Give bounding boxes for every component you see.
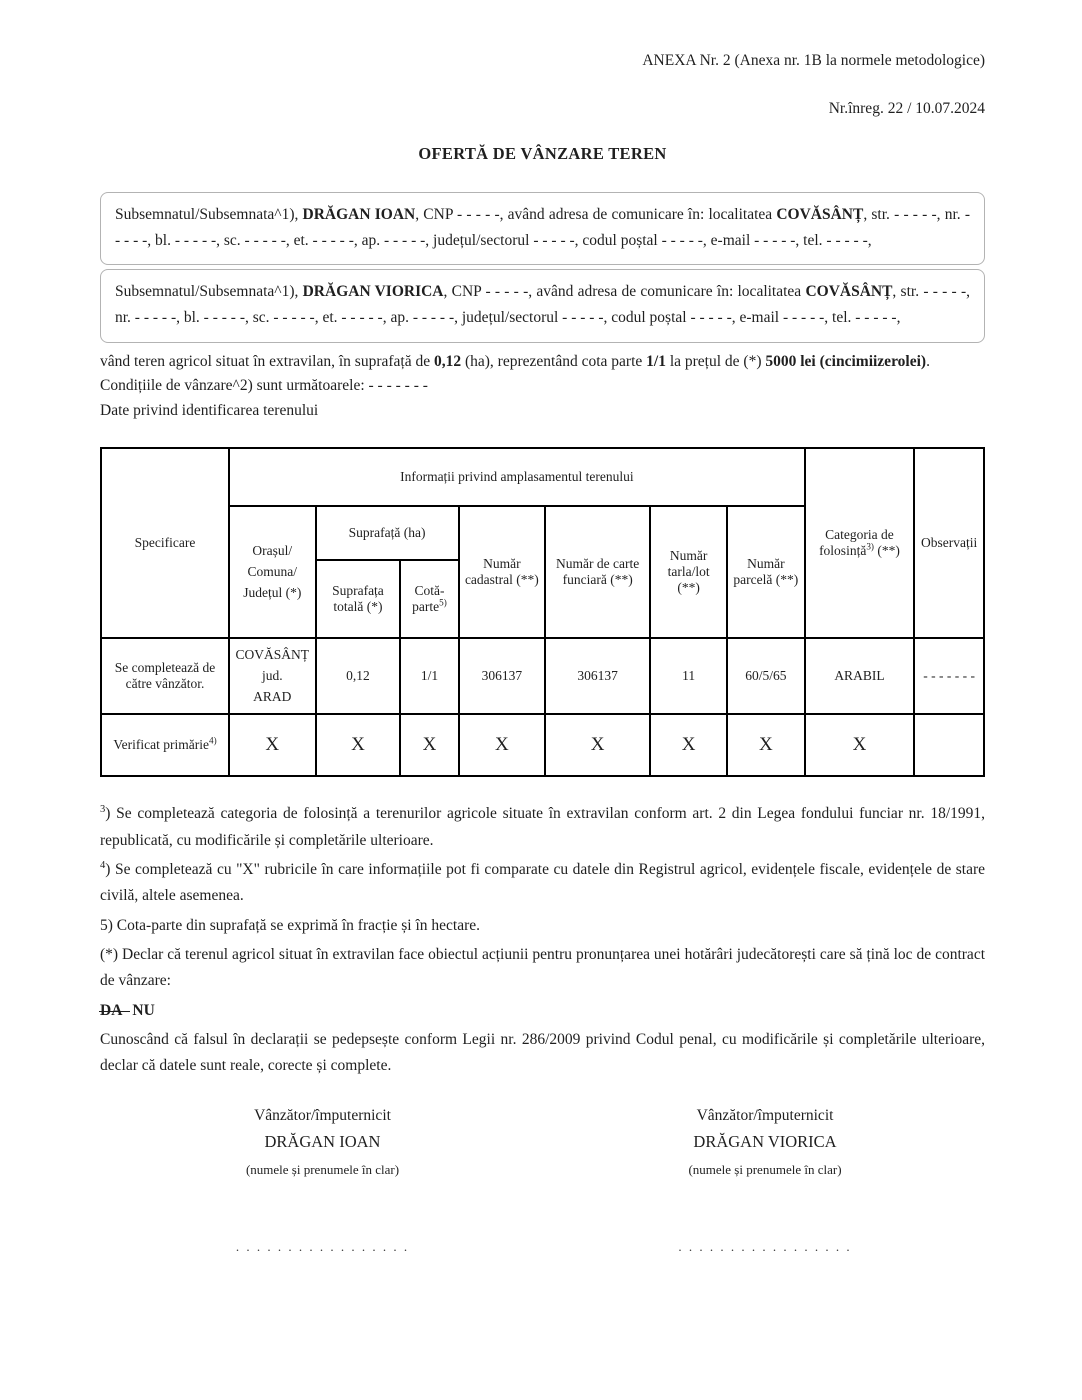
th-orasul-line1: Orașul/	[252, 542, 293, 558]
footnote-4-sup: 4	[100, 859, 106, 871]
seller2-cnp-text: , CNP - - - - -, având adresa de comunicare în: localitatea	[443, 283, 806, 301]
signature-left-name: DRĂGAN IOAN	[264, 1132, 381, 1152]
footnote-4	[100, 857, 985, 910]
annex-reference: ANEXA Nr. 2 (Anexa nr. 1B la normele metodologice)	[642, 52, 985, 69]
td-verificat-sup: 4)	[208, 735, 217, 746]
sale-paragraph	[100, 350, 985, 374]
conditions-line: Condițiile de vânzare^2) sunt următoarele: - - - - - - -	[100, 377, 428, 395]
footnotes-section	[100, 801, 985, 1079]
seller2-intro: Subsemnatul/Subsemnata^1),	[115, 283, 303, 301]
signature-right	[620, 1108, 910, 1253]
footnote-3-text: ) Se completează categoria de folosință a terenurilor agricole situate în extravilan conform art. 2 din Legea fondului funciar nr. 18/1991, republicată, cu modificările și completările ulterioare.	[100, 805, 985, 849]
sale-text-5: .	[926, 352, 930, 370]
signature-right-role: Vânzător/împuternicit	[696, 1106, 834, 1124]
td-check-8: X	[805, 714, 914, 776]
penal-declaration: Cunoscând că falsul în declarații se pedepsește conform Legii nr. 286/2009 privind Codul penal, cu modificările și completările ulterioare, declar că datele sunt reale, corecte și complete.	[100, 1031, 985, 1075]
sale-area-value: 0,12	[433, 352, 462, 370]
td-city-line1: COVĂSÂNȚ	[235, 646, 310, 662]
td-check-2: X	[316, 714, 401, 776]
sale-text-1: vând teren agricol situat în extravilan, în suprafață de	[100, 352, 434, 370]
da-nu-choice	[100, 998, 985, 1024]
signature-left-role: Vânzător/împuternicit	[254, 1106, 391, 1124]
td-nr-parcela: 60/5/65	[727, 638, 805, 714]
seller1-cnp-text: , CNP - - - - -, având adresa de comunicare în: localitatea	[415, 206, 777, 223]
th-info-banner: Informații privind amplasamentul terenului	[229, 448, 805, 506]
footnote-star: (*) Declar că terenul agricol situat în extravilan face obiectul acțiunii pentru pronunțarea unei hotărâri judecătorești care să țină loc de contract de vânzare:	[100, 946, 985, 990]
signature-right-line: . . . . . . . . . . . . . . . . .	[678, 1238, 852, 1254]
th-categoria	[805, 448, 914, 638]
seller2-name: DRĂGAN VIORICA	[302, 283, 444, 301]
th-orasul-line2: Comuna/	[247, 563, 298, 579]
td-check-7: X	[727, 714, 805, 776]
signatures-row	[100, 1108, 985, 1253]
th-specificare: Specificare	[101, 448, 229, 638]
td-verificat-label	[101, 714, 229, 776]
footnote-4-text: ) Se completează cu "X" rubricile în care informațiile pot fi comparate cu datele din Registrul agricol, evidențele fiscale, evidențele de stare civilă, altele asemenea.	[100, 861, 985, 905]
td-check-3: X	[400, 714, 458, 776]
th-orasul-line3: Județul (*)	[243, 584, 302, 600]
th-orasul	[229, 506, 316, 638]
th-categoria-post: (**)	[873, 543, 900, 559]
seller1-locality: COVĂSÂNȚ	[776, 206, 864, 223]
land-data-heading: Date privind identificarea terenului	[100, 401, 319, 419]
th-cota-parte-sup: 5)	[439, 597, 447, 608]
td-nr-carte: 306137	[545, 638, 650, 714]
th-categoria-sup: 3)	[866, 541, 874, 552]
seller1-box	[100, 192, 985, 265]
td-categoria: ARABIL	[805, 638, 914, 714]
td-nr-cadastral: 306137	[459, 638, 546, 714]
th-nr-tarla: Număr tarla/lot (**)	[650, 506, 727, 638]
sale-text-3: la prețul de (*)	[665, 352, 766, 370]
td-nr-tarla: 11	[650, 638, 727, 714]
th-cota-parte-text: Cotă-parte	[412, 583, 445, 615]
td-cota-parte: 1/1	[400, 638, 458, 714]
seller1-name: DRĂGAN IOAN	[302, 206, 416, 223]
td-observatii: - - - - - - -	[914, 638, 984, 714]
registration-number: Nr.înreg. 22 / 10.07.2024	[828, 100, 985, 117]
signature-left-note: (numele și prenumele în clar)	[245, 1161, 400, 1177]
td-seller-row-label: Se completează de către vânzător.	[101, 638, 229, 714]
td-check-5: X	[545, 714, 650, 776]
th-suprafata-totala: Suprafața totală (*)	[316, 560, 401, 638]
td-verificat-text: Verificat primărie	[113, 737, 209, 753]
th-nr-cadastral: Număr cadastral (**)	[459, 506, 546, 638]
td-check-6: X	[650, 714, 727, 776]
signature-right-name: DRĂGAN VIORICA	[693, 1132, 837, 1152]
td-check-1: X	[229, 714, 316, 776]
seller2-address-text: , str. - - - - -, nr. - - - - -, bl. - - - - -, sc. - - - - -, et. - - - - -, ap. - - - - -, județul/sectorul - - - - -, codul poștal - - - - -, e-mail - - - - -, tel. - - - - -,	[115, 283, 970, 327]
land-identification-table	[100, 447, 985, 777]
td-city	[229, 638, 316, 714]
nu-option: NU	[132, 1001, 155, 1019]
th-categoria-text: Categoria de folosință	[819, 527, 894, 559]
seller2-box	[100, 269, 985, 342]
td-check-4: X	[459, 714, 546, 776]
td-suprafata-totala: 0,12	[316, 638, 401, 714]
sale-text-2: (ha), reprezentând cota parte	[461, 352, 647, 370]
th-nr-carte: Număr de carte funciară (**)	[545, 506, 650, 638]
signature-left-line: . . . . . . . . . . . . . . . . .	[235, 1238, 410, 1254]
th-cota-parte	[400, 560, 458, 638]
th-nr-parcela: Număr parcelă (**)	[727, 506, 805, 638]
sale-price-value: 5000 lei	[765, 352, 816, 370]
seller1-intro: Subsemnatul/Subsemnata^1),	[115, 206, 303, 223]
td-city-line3: ARAD	[253, 688, 292, 704]
sale-price-words: (cincimiizerolei)	[819, 352, 927, 370]
seller2-locality: COVĂSÂNȚ	[805, 283, 893, 301]
seller1-address-text: , str. - - - - -, nr. - - - - -, bl. - - - - -, sc. - - - - -, et. - - - - -, ap. - - - - -, județul/sectorul - - - - -, codul poștal - - - - -, e-mail - - - - -, tel. - - - - -,	[115, 206, 971, 249]
th-suprafata-ha: Suprafață (ha)	[316, 506, 459, 560]
signature-right-note: (numele și prenumele în clar)	[688, 1161, 842, 1177]
document-title: OFERTĂ DE VÂNZARE TEREN	[418, 144, 667, 163]
sale-share-value: 1/1	[646, 352, 666, 370]
th-observatii: Observații	[914, 448, 984, 638]
footnote-5: 5) Cota-parte din suprafață se exprimă în fracție și în hectare.	[100, 916, 481, 934]
signature-left	[180, 1108, 465, 1253]
footnote-3-sup: 3	[100, 804, 106, 816]
td-city-line2: jud.	[261, 667, 283, 683]
td-check-obs	[914, 714, 984, 776]
da-option-struck: DA	[100, 998, 122, 1024]
footnote-3	[100, 801, 985, 854]
